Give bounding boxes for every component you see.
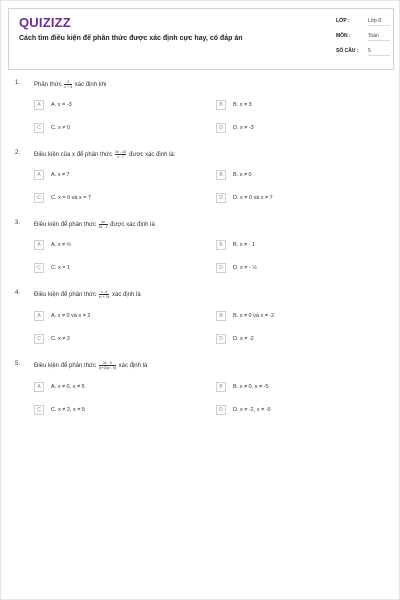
- question-suffix: xác định là: [118, 363, 148, 370]
- option-text: A. x ≠ 0, x ≠ 5: [51, 384, 85, 390]
- option-c[interactable]: [34, 263, 194, 273]
- option-a[interactable]: [34, 382, 194, 392]
- option-letter-box[interactable]: A: [34, 382, 44, 392]
- meta-value: Lớp 8: [368, 15, 390, 26]
- question-suffix: được xác định là:: [129, 152, 176, 159]
- question-suffix: được xác định là: [110, 222, 155, 229]
- option-b[interactable]: [216, 100, 376, 110]
- option-text: D. x ≠ 0 và x ≠ 7: [233, 195, 273, 201]
- option-text: D. x ≠ - ½: [233, 265, 257, 271]
- option-a[interactable]: [34, 170, 194, 180]
- question-1: [15, 80, 387, 140]
- option-letter-box[interactable]: C: [34, 334, 44, 344]
- option-text: C. x ≠ 2, x ≠ 5: [51, 407, 85, 413]
- question-number: 2.: [15, 150, 21, 156]
- option-b[interactable]: [216, 311, 376, 321]
- question-text: [34, 80, 106, 89]
- option-text: A. x ≠ 0 và x ≠ 2: [51, 313, 91, 319]
- option-text: A. x ≠ ½: [51, 242, 72, 248]
- fraction-numerator: 2x - 5: [99, 361, 116, 366]
- option-text: D. x ≠ -2: [233, 336, 254, 342]
- option-text: D. x ≠ -3: [233, 125, 254, 131]
- option-letter-box[interactable]: B: [216, 311, 226, 321]
- question-text: [34, 361, 147, 370]
- question-number: 5.: [15, 361, 21, 367]
- option-b[interactable]: [216, 240, 376, 250]
- option-c[interactable]: [34, 193, 194, 203]
- fraction-denominator: (x+2)(x - 5): [98, 366, 116, 370]
- meta-label: SỐ CÂU :: [336, 48, 359, 54]
- option-text: A. x ≠ 7: [51, 172, 70, 178]
- fraction-denominator: x² + 2x: [98, 295, 110, 299]
- question-prefix: Điều kiện của x để phân thức: [34, 152, 113, 159]
- question-4: [15, 290, 387, 350]
- fraction-numerator: x - 4: [100, 290, 108, 294]
- question-text: [34, 150, 175, 159]
- worksheet-header: [8, 8, 394, 70]
- fraction-denominator: x + 3: [64, 85, 73, 89]
- option-text: C. x ≠ 2: [51, 336, 70, 342]
- option-d[interactable]: [216, 405, 376, 415]
- fraction: [99, 361, 116, 370]
- option-c[interactable]: [34, 405, 194, 415]
- option-text: B. x ≠ 0 và x ≠ -2: [233, 313, 275, 319]
- option-letter-box[interactable]: D: [216, 193, 226, 203]
- meta-label: MÔN :: [336, 33, 351, 39]
- option-d[interactable]: [216, 123, 376, 133]
- meta-label: LỚP :: [336, 18, 350, 24]
- question-number: 4.: [15, 290, 21, 296]
- option-letter-box[interactable]: D: [216, 405, 226, 415]
- option-letter-box[interactable]: C: [34, 193, 44, 203]
- option-letter-box[interactable]: D: [216, 123, 226, 133]
- option-letter-box[interactable]: A: [34, 100, 44, 110]
- fraction: [99, 290, 110, 299]
- option-text: B. x ≠ 0: [233, 172, 252, 178]
- question-suffix: xác định khi: [74, 82, 107, 89]
- option-text: C. x = 1: [51, 265, 71, 271]
- fraction-denominator: x - 7: [117, 155, 124, 159]
- question-5: [15, 361, 387, 421]
- fraction: [115, 150, 127, 159]
- option-letter-box[interactable]: A: [34, 240, 44, 250]
- question-2: [15, 150, 387, 210]
- option-letter-box[interactable]: B: [216, 100, 226, 110]
- meta-row-subject: [336, 29, 392, 44]
- option-text: C. x ≠ 0: [51, 125, 70, 131]
- question-3: [15, 220, 387, 280]
- option-a[interactable]: [34, 240, 194, 250]
- option-text: D. x ≠ -2, x ≠ -5: [233, 407, 271, 413]
- meta-row-count: [336, 44, 392, 59]
- quizizz-logo: QUIZIZZ: [19, 15, 71, 30]
- fraction-denominator: 2x - 1: [98, 225, 108, 229]
- option-d[interactable]: [216, 263, 376, 273]
- option-letter-box[interactable]: B: [216, 170, 226, 180]
- option-text: B. x ≠ - 1: [233, 242, 255, 248]
- option-letter-box[interactable]: A: [34, 170, 44, 180]
- option-b[interactable]: [216, 382, 376, 392]
- option-text: B. x ≠ 0, x ≠ -5: [233, 384, 269, 390]
- option-letter-box[interactable]: D: [216, 334, 226, 344]
- option-letter-box[interactable]: C: [34, 263, 44, 273]
- meta-value: 5: [368, 45, 390, 56]
- option-text: A. x = -3: [51, 102, 72, 108]
- fraction-numerator: 3: [64, 80, 72, 85]
- option-text: B. x ≠ 3: [233, 102, 252, 108]
- fraction-numerator: 4x: [99, 220, 108, 225]
- question-text: [34, 220, 155, 229]
- option-letter-box[interactable]: C: [34, 123, 44, 133]
- question-prefix: Điều kiện để phân thức: [34, 222, 97, 229]
- question-prefix: Phân thức: [34, 82, 62, 89]
- option-letter-box[interactable]: A: [34, 311, 44, 321]
- option-letter-box[interactable]: C: [34, 405, 44, 415]
- question-prefix: Điều kiện để phân thức: [34, 363, 97, 370]
- question-number: 3.: [15, 220, 21, 226]
- worksheet-title: Cách tìm điều kiện để phân thức được xác định cực hay, có đáp án: [19, 35, 243, 42]
- option-a[interactable]: [34, 100, 194, 110]
- option-letter-box[interactable]: D: [216, 263, 226, 273]
- option-a[interactable]: [34, 311, 194, 321]
- meta-value: Toán: [368, 30, 390, 41]
- option-text: C. x = 0 và x = 7: [51, 195, 92, 201]
- question-prefix: Điều kiện để phân thức: [34, 292, 97, 299]
- option-c[interactable]: [34, 334, 194, 344]
- question-number: 1.: [15, 80, 21, 86]
- option-letter-box[interactable]: B: [216, 240, 226, 250]
- fraction: [64, 80, 72, 89]
- option-b[interactable]: [216, 170, 376, 180]
- fraction-numerator: 3x - 15: [115, 150, 126, 154]
- option-letter-box[interactable]: B: [216, 382, 226, 392]
- question-text: [34, 290, 141, 299]
- question-suffix: xác định là: [112, 292, 141, 299]
- option-d[interactable]: [216, 334, 376, 344]
- option-c[interactable]: [34, 123, 194, 133]
- meta-panel: [336, 14, 392, 59]
- option-d[interactable]: [216, 193, 376, 203]
- meta-row-class: [336, 14, 392, 29]
- fraction: [99, 220, 108, 229]
